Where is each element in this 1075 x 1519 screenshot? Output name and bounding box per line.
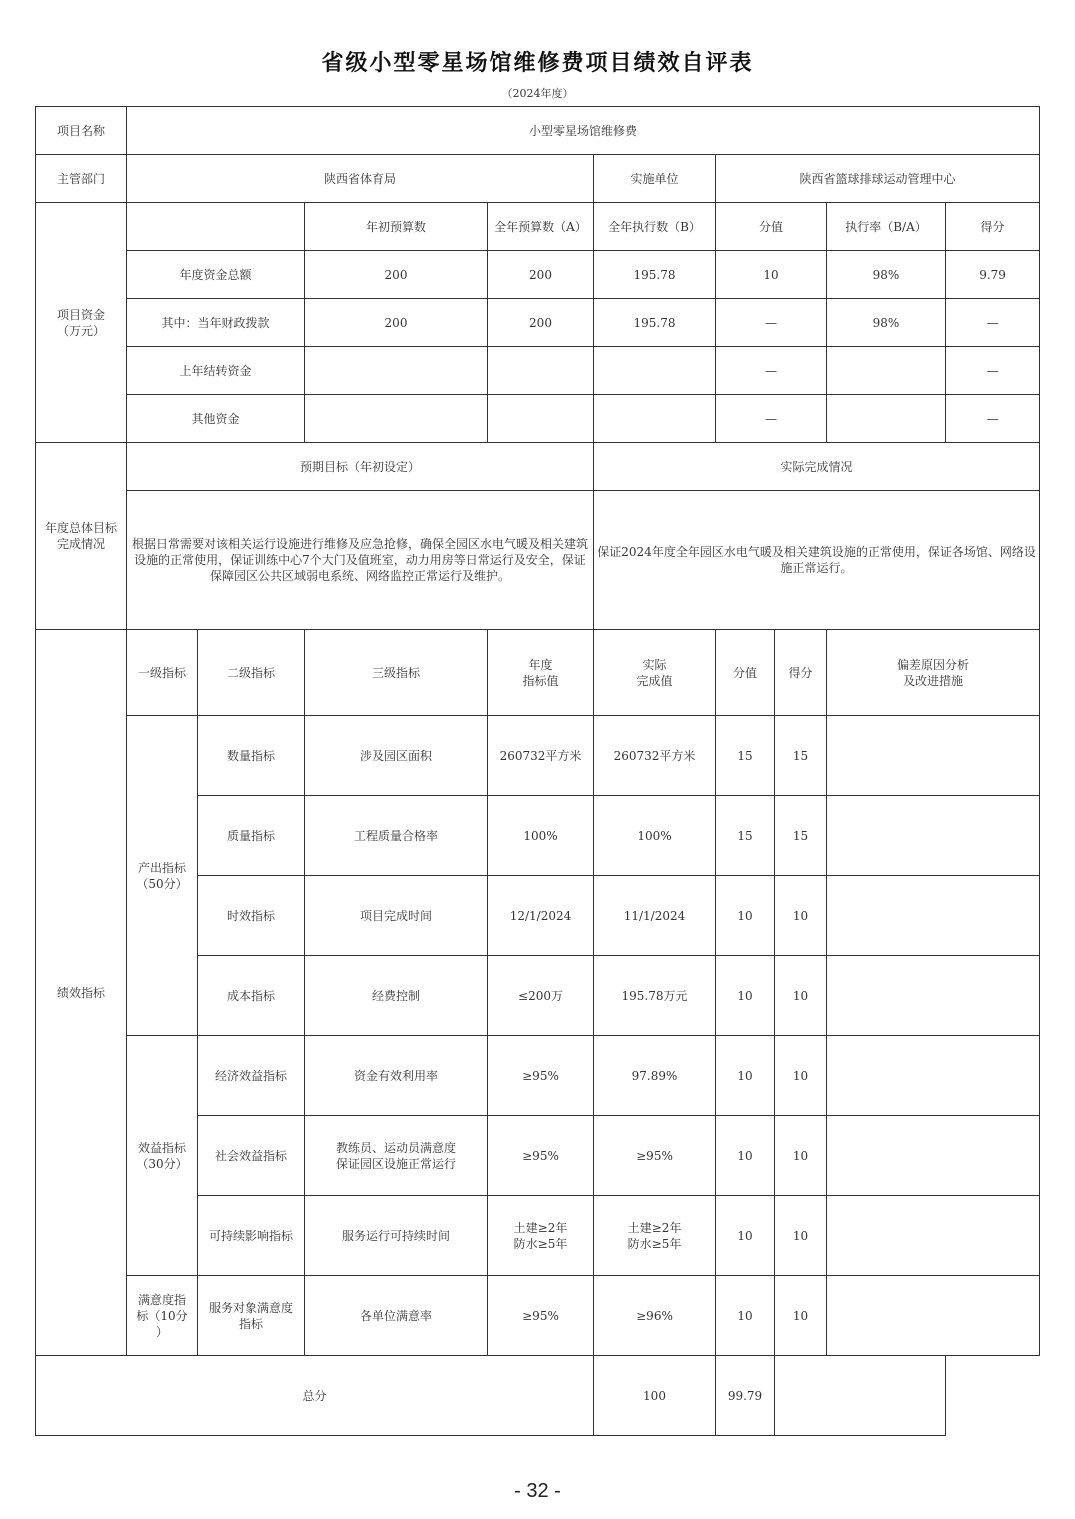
funds-cell: 9.79 (946, 251, 1040, 299)
perf-target: 土建≥2年 防水≥5年 (488, 1196, 594, 1276)
total-row (36, 1356, 1040, 1436)
perf-level1-benefit: 效益指标 （30分） (127, 1036, 198, 1276)
perf-level3: 涉及园区面积 (305, 716, 488, 796)
perf-level2: 质量指标 (198, 796, 305, 876)
goals-text-row (36, 491, 1040, 630)
funds-row-label: 其他资金 (127, 395, 305, 443)
project-name-row (36, 107, 1040, 155)
perf-level2: 经济效益指标 (198, 1036, 305, 1116)
perf-level3: 各单位满意率 (305, 1276, 488, 1356)
funds-cell: — (716, 347, 827, 395)
perf-target: ≤200万 (488, 956, 594, 1036)
funds-row-label: 上年结转资金 (127, 347, 305, 395)
perf-score-value: 15 (716, 716, 775, 796)
funds-cell (594, 395, 716, 443)
funds-cell: — (946, 347, 1040, 395)
goals-actual-header: 实际完成情况 (594, 443, 1040, 491)
perf-score: 10 (775, 1196, 827, 1276)
funds-row (36, 299, 1040, 347)
perf-level2: 社会效益指标 (198, 1116, 305, 1196)
perf-level2: 成本指标 (198, 956, 305, 1036)
perf-level3: 工程质量合格率 (305, 796, 488, 876)
perf-actual: 土建≥2年 防水≥5年 (594, 1196, 716, 1276)
perf-score-value: 10 (716, 1116, 775, 1196)
perf-score-value: 10 (716, 1036, 775, 1116)
perf-target: 12/1/2024 (488, 876, 594, 956)
perf-score: 10 (775, 1276, 827, 1356)
perf-deviation (827, 956, 1040, 1036)
funds-header-exec-rate: 执行率（B/A） (827, 203, 946, 251)
perf-deviation (827, 1276, 1040, 1356)
perf-actual: 260732平方米 (594, 716, 716, 796)
funds-header-row (36, 203, 1040, 251)
perf-deviation (827, 876, 1040, 956)
perf-actual: 97.89% (594, 1036, 716, 1116)
perf-score-value: 10 (716, 1196, 775, 1276)
perf-actual: ≥95% (594, 1116, 716, 1196)
project-name-label: 项目名称 (36, 107, 127, 155)
funds-cell: 200 (488, 251, 594, 299)
goals-section-label: 年度总体目标 完成情况 (36, 443, 127, 630)
funds-cell: — (716, 299, 827, 347)
goals-header-row (36, 443, 1040, 491)
funds-header-annual-budget: 全年预算数（A） (488, 203, 594, 251)
perf-header-actual: 实际 完成值 (594, 630, 716, 716)
department-row (36, 155, 1040, 203)
perf-score: 10 (775, 876, 827, 956)
perf-deviation (827, 1196, 1040, 1276)
funds-cell: — (946, 395, 1040, 443)
perf-score-value: 10 (716, 1276, 775, 1356)
perf-level3: 项目完成时间 (305, 876, 488, 956)
total-score-value: 100 (594, 1356, 716, 1436)
funds-cell (305, 395, 488, 443)
perf-target: ≥95% (488, 1036, 594, 1116)
funds-cell: 200 (488, 299, 594, 347)
perf-row (36, 1276, 1040, 1356)
funds-header-blank (127, 203, 305, 251)
funds-cell: 200 (305, 251, 488, 299)
department-label: 主管部门 (36, 155, 127, 203)
total-label: 总分 (36, 1356, 594, 1436)
funds-row-label: 年度资金总额 (127, 251, 305, 299)
funds-cell (827, 347, 946, 395)
self-evaluation-table (35, 106, 1040, 1436)
perf-level3: 教练员、运动员满意度 保证园区设施正常运行 (305, 1116, 488, 1196)
implementing-unit-value: 陕西省篮球排球运动管理中心 (716, 155, 1040, 203)
funds-cell: 200 (305, 299, 488, 347)
perf-actual: 195.78万元 (594, 956, 716, 1036)
funds-header-score: 得分 (946, 203, 1040, 251)
perf-deviation (827, 1036, 1040, 1116)
perf-target: ≥95% (488, 1116, 594, 1196)
perf-target: 260732平方米 (488, 716, 594, 796)
perf-score: 10 (775, 1036, 827, 1116)
perf-target: ≥95% (488, 1276, 594, 1356)
funds-row (36, 347, 1040, 395)
perf-level3: 服务运行可持续时间 (305, 1196, 488, 1276)
perf-header-score: 得分 (775, 630, 827, 716)
perf-actual: ≥96% (594, 1276, 716, 1356)
perf-row (36, 716, 1040, 796)
perf-level1-satisfaction: 满意度指 标（10分 ） (127, 1276, 198, 1356)
funds-cell: — (946, 299, 1040, 347)
funds-cell: 195.78 (594, 299, 716, 347)
perf-level2: 数量指标 (198, 716, 305, 796)
funds-cell (305, 347, 488, 395)
project-name-value: 小型零星场馆维修费 (127, 107, 1040, 155)
funds-section-label: 项目资金 （万元） (36, 203, 127, 443)
funds-cell: 195.78 (594, 251, 716, 299)
perf-row (36, 1036, 1040, 1116)
perf-section-label: 绩效指标 (36, 630, 127, 1356)
implementing-unit-label: 实施单位 (594, 155, 716, 203)
perf-deviation (827, 1116, 1040, 1196)
funds-cell: 98% (827, 251, 946, 299)
funds-row (36, 395, 1040, 443)
perf-score-value: 10 (716, 956, 775, 1036)
perf-score: 15 (775, 716, 827, 796)
perf-header-target: 年度 指标值 (488, 630, 594, 716)
perf-deviation (827, 796, 1040, 876)
perf-score: 15 (775, 796, 827, 876)
perf-actual: 100% (594, 796, 716, 876)
perf-level2: 可持续影响指标 (198, 1196, 305, 1276)
perf-level2: 时效指标 (198, 876, 305, 956)
perf-level3: 经费控制 (305, 956, 488, 1036)
total-deviation (775, 1356, 946, 1436)
page-title: 省级小型零星场馆维修费项目绩效自评表 (321, 51, 754, 76)
perf-score: 10 (775, 956, 827, 1036)
perf-level3: 资金有效利用率 (305, 1036, 488, 1116)
year-note: （2024年度） (501, 87, 574, 100)
funds-row (36, 251, 1040, 299)
perf-level2: 服务对象满意度 指标 (198, 1276, 305, 1356)
page-number: - 32 - (514, 1480, 561, 1502)
perf-level1-output: 产出指标 （50分） (127, 716, 198, 1036)
funds-cell (488, 347, 594, 395)
department-value: 陕西省体育局 (127, 155, 594, 203)
goals-actual-text: 保证2024年度全年园区水电气暖及相关建筑设施的正常使用，保证各场馆、网络设施正常运行。 (594, 491, 1040, 630)
funds-cell (488, 395, 594, 443)
funds-row-label: 其中：当年财政拨款 (127, 299, 305, 347)
funds-cell (594, 347, 716, 395)
funds-cell: 10 (716, 251, 827, 299)
perf-header-level2: 二级指标 (198, 630, 305, 716)
funds-header-initial-budget: 年初预算数 (305, 203, 488, 251)
perf-deviation (827, 716, 1040, 796)
perf-score-value: 10 (716, 876, 775, 956)
perf-score: 10 (775, 1116, 827, 1196)
perf-header-deviation: 偏差原因分析 及改进措施 (827, 630, 1040, 716)
goals-expected-text: 根据日常需要对该相关运行设施进行维修及应急抢修，确保全园区水电气暖及相关建筑设施的正常使用，保证训练中心7个大门及值班室，动力用房等日常运行及安全，保证保障园区公共区域弱电系统、网络监控正常运行及维护。 (127, 491, 594, 630)
funds-header-executed: 全年执行数（B） (594, 203, 716, 251)
perf-actual: 11/1/2024 (594, 876, 716, 956)
funds-cell (827, 395, 946, 443)
funds-cell: 98% (827, 299, 946, 347)
funds-cell: — (716, 395, 827, 443)
perf-header-row (36, 630, 1040, 716)
perf-target: 100% (488, 796, 594, 876)
funds-header-score-value: 分值 (716, 203, 827, 251)
perf-header-level3: 三级指标 (305, 630, 488, 716)
perf-header-level1: 一级指标 (127, 630, 198, 716)
perf-score-value: 15 (716, 796, 775, 876)
total-score: 99.79 (716, 1356, 775, 1436)
perf-header-score-value: 分值 (716, 630, 775, 716)
goals-expected-header: 预期目标（年初设定） (127, 443, 594, 491)
